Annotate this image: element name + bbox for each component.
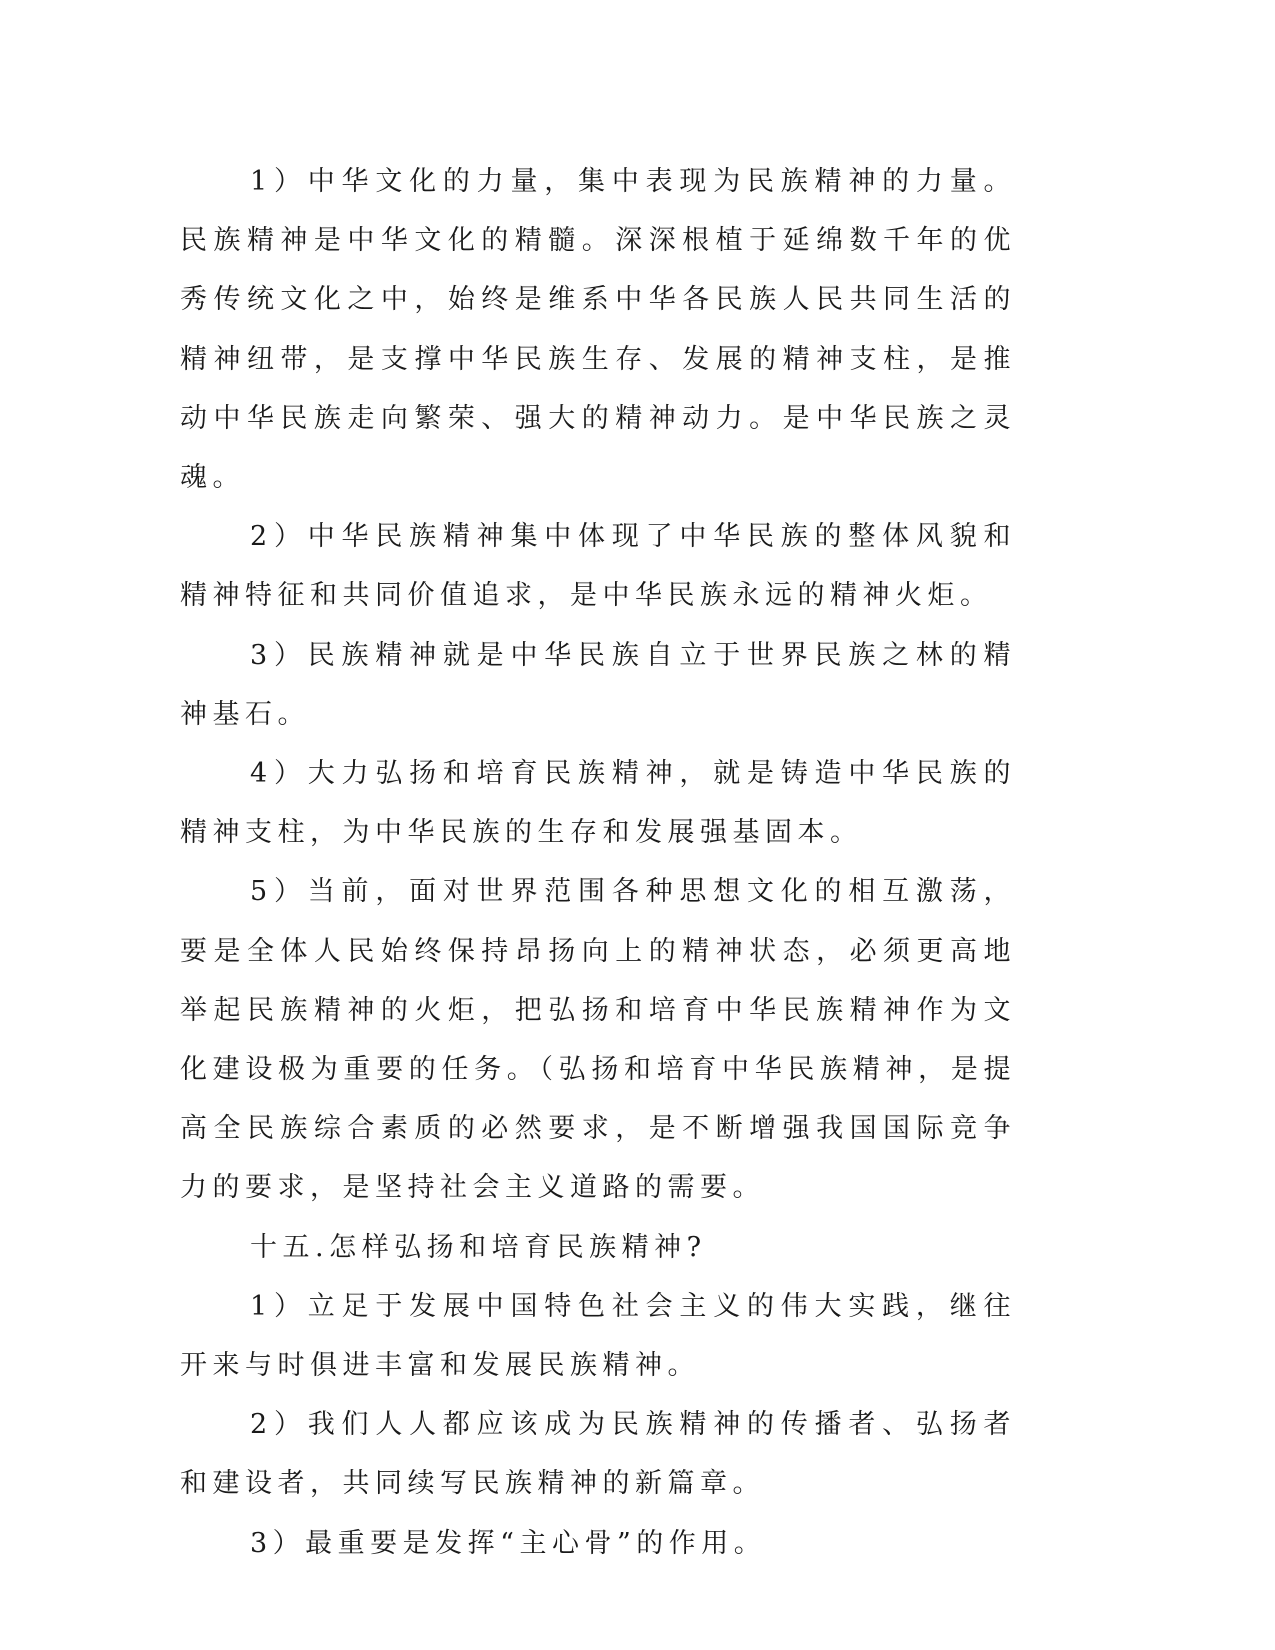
section-heading: 十五.怎样弘扬和培育民族精神? (250, 1231, 707, 1263)
paragraph-5: 5）当前，面对世界范围各种思想文化的相互激荡，要是全体人民始终保持昂扬向上的精神状态，必须更高地举起民族精神的火炬，把弘扬和培育中华民族精神作为文化建设极为重要的任务。（弘扬和培育中华民族精神，是提高全民族综合素质的必然要求，是不断增强我国国际竞争力的要求，是坚持社会主义道路的需要。 (180, 876, 1016, 1204)
paragraph-4: 4）大力弘扬和培育民族精神，就是铸造中华民族的精神支柱，为中华民族的生存和发展强基固本。 (180, 758, 1016, 849)
paragraph-2: 2）中华民族精神集中体现了中华民族的整体风貌和精神特征和共同价值追求，是中华民族永远的精神火炬。 (180, 521, 1016, 612)
paragraph-6: 1）立足于发展中国特色社会主义的伟大实践，继往开来与时俱进丰富和发展民族精神。 (180, 1290, 1016, 1382)
paragraph-3: 3）民族精神就是中华民族自立于世界民族之林的精神基石。 (180, 639, 1016, 730)
paragraph-1: 1）中华文化的力量，集中表现为民族精神的力量。民族精神是中华文化的精髓。深深根植于延绵数千年的优秀传统文化之中，始终是维系中华各民族人民共同生活的精神纽带，是支撑中华民族生存、发展的精神支柱，是推动中华民族走向繁荣、强大的精神动力。是中华民族之灵魂。 (180, 166, 1016, 494)
document-body (180, 152, 1016, 1573)
paragraph-7: 2）我们人人都应该成为民族精神的传播者、弘扬者和建设者，共同续写民族精神的新篇章。 (180, 1409, 1016, 1500)
paragraph-8: 3）最重要是发挥“主心骨”的作用。 (250, 1527, 767, 1559)
